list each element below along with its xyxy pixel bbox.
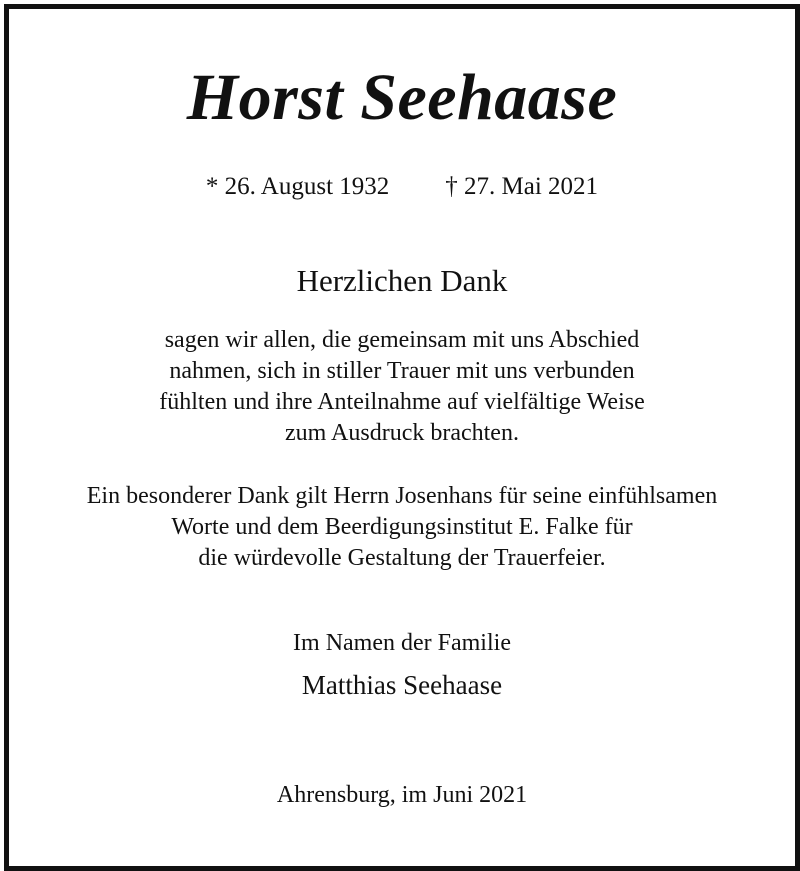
thanks-paragraph xyxy=(9,325,795,449)
notice-frame xyxy=(4,4,800,871)
signer-name: Matthias Seehaase xyxy=(301,670,503,700)
thanks-paragraph-line: fühlten und ihre Anteilnahme auf vielfältige Weise xyxy=(159,389,645,415)
special-thanks-paragraph xyxy=(9,481,795,574)
birth-date: * 26. August 1932 xyxy=(205,173,390,200)
place-date: Ahrensburg, im Juni 2021 xyxy=(276,782,528,808)
thanks-paragraph-line: zum Ausdruck brachten. xyxy=(285,420,519,446)
family-line: Im Namen der Familie xyxy=(293,630,511,656)
thanks-paragraph-line: nahmen, sich in stiller Trauer mit uns verbunden xyxy=(169,358,635,384)
death-date: † 27. Mai 2021 xyxy=(445,173,599,200)
thanks-paragraph-line: sagen wir allen, die gemeinsam mit uns Abschied xyxy=(164,327,640,353)
deceased-name: Horst Seehaase xyxy=(186,61,618,134)
special-thanks-line: die würdevolle Gestaltung der Trauerfeier. xyxy=(198,545,606,571)
special-thanks-line: Worte und dem Beerdigungsinstitut E. Falke für xyxy=(171,514,633,540)
thanks-heading: Herzlichen Dank xyxy=(296,263,508,298)
life-dates xyxy=(9,174,795,199)
special-thanks-line: Ein besonderer Dank gilt Herrn Josenhans für seine einfühlsamen xyxy=(86,483,718,509)
